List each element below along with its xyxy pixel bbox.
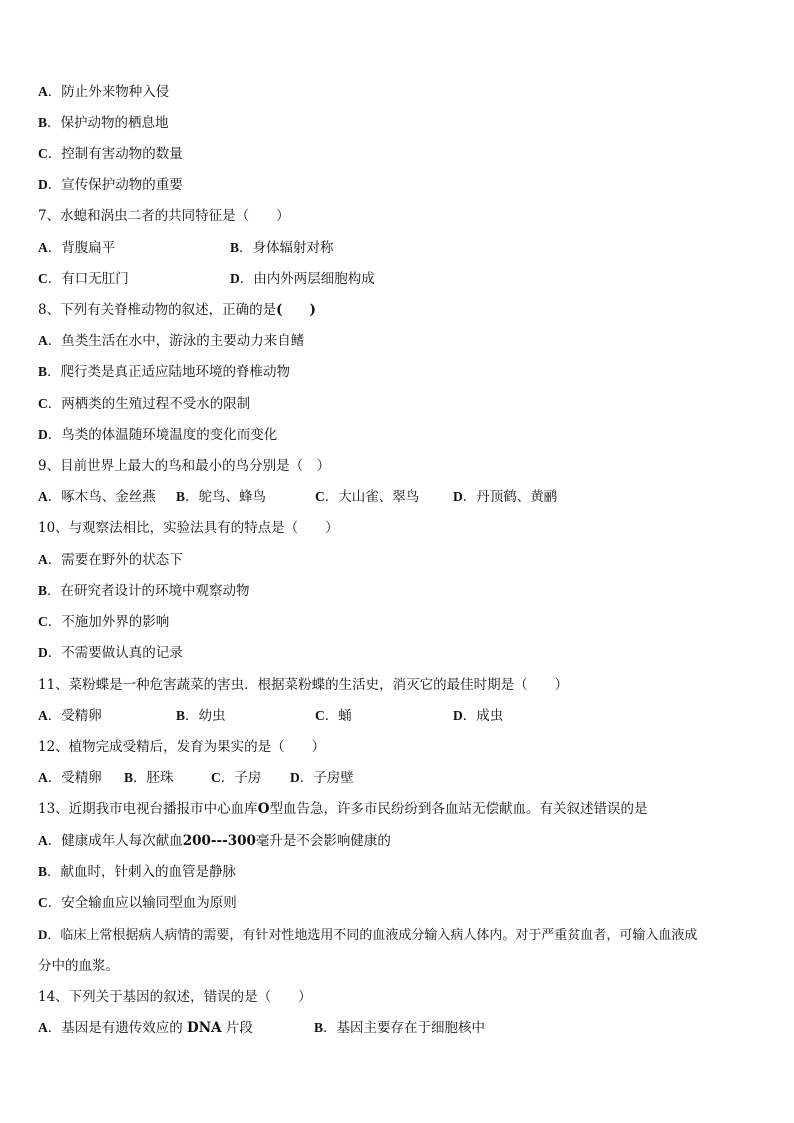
- q7-option-d: D．由内外两层细胞构成: [230, 271, 375, 287]
- q6-option-c: C．控制有害动物的数量: [38, 146, 183, 162]
- q13-option-a: A．健康成年人每次献血200---300毫升是不会影响健康的: [38, 833, 391, 849]
- q9-options: [38, 488, 764, 506]
- q8-stem: 8、下列有关脊椎动物的叙述，正确的是( ): [38, 302, 316, 318]
- q13-option-b: B．献血时，针刺入的血管是静脉: [38, 864, 237, 880]
- q10-option-c: C．不施加外界的影响: [38, 614, 170, 630]
- q12-option-c: C．子房: [211, 770, 262, 786]
- q7-option-c: C．有口无肛门: [38, 271, 129, 287]
- q10-option-b: B．在研究者设计的环境中观察动物: [38, 583, 250, 599]
- q13-option-d-continued: 分中的血浆。: [38, 958, 119, 974]
- q10-stem: 10、与观察法相比，实验法具有的特点是（ ）: [38, 520, 339, 536]
- q8-option-b: B．爬行类是真正适应陆地环境的脊椎动物: [38, 364, 291, 380]
- q14-options: [38, 1019, 764, 1037]
- q9-stem: 9、目前世界上最大的鸟和最小的鸟分别是（ ）: [38, 458, 331, 474]
- q14-option-b: B．基因主要存在于细胞核中: [314, 1020, 486, 1036]
- q6-option-a: A．防止外来物种入侵: [38, 84, 170, 100]
- q10-option-a: A．需要在野外的状态下: [38, 552, 183, 568]
- q12-option-d: D．子房壁: [290, 770, 354, 786]
- q9-option-d: D．丹顶鹤、黄鹂: [453, 489, 558, 505]
- q12-option-b: B．胚珠: [124, 770, 174, 786]
- q7-option-b: B．身体辐射对称: [230, 240, 334, 256]
- q13-option-d: D．临床上常根据病人病情的需要，有针对性地选用不同的血液成分输入病人体内。对于严重贫血者，可输入血液成: [38, 927, 698, 943]
- q9-option-a: A．啄木鸟、金丝燕: [38, 489, 156, 505]
- q11-stem: 11、菜粉蝶是一种危害蔬菜的害虫．根据菜粉蝶的生活史，消灭它的最佳时期是（ ）: [38, 677, 569, 693]
- q11-option-c: C．蛹: [315, 708, 352, 724]
- q8-option-a: A．鱼类生活在水中，游泳的主要动力来自鳍: [38, 333, 305, 349]
- q14-stem: 14、下列关于基因的叙述，错误的是（ ）: [38, 989, 312, 1005]
- q8-option-d: D．鸟类的体温随环境温度的变化而变化: [38, 427, 278, 443]
- q6-option-b: B．保护动物的栖息地: [38, 115, 169, 131]
- q14-option-a: A．基因是有遗传效应的 DNA 片段: [38, 1020, 253, 1036]
- q13-option-c: C．安全输血应以输同型血为原则: [38, 895, 237, 911]
- q9-option-c: C．大山雀、翠鸟: [315, 489, 420, 505]
- q7-option-a: A．背腹扁平: [38, 240, 116, 256]
- q10-option-d: D．不需要做认真的记录: [38, 645, 183, 661]
- q7-options-row-1: [38, 239, 764, 257]
- q6-option-d: D．宣传保护动物的重要: [38, 177, 183, 193]
- q9-option-b: B．鸵鸟、蜂鸟: [176, 489, 267, 505]
- q7-options-row-2: [38, 270, 764, 288]
- q11-option-b: B．幼虫: [176, 708, 226, 724]
- q12-option-a: A．受精卵: [38, 770, 102, 786]
- q13-stem: 13、近期我市电视台播报市中心血库O型血告急，许多市民纷纷到各血站无偿献血。有关叙述错误的是: [38, 801, 648, 817]
- q8-option-c: C．两栖类的生殖过程不受水的限制: [38, 396, 251, 412]
- q11-option-a: A．受精卵: [38, 708, 102, 724]
- q11-options: [38, 707, 764, 725]
- q12-options: [38, 769, 764, 787]
- q12-stem: 12、植物完成受精后，发育为果实的是（ ）: [38, 739, 326, 755]
- q11-option-d: D．成虫: [453, 708, 504, 724]
- q7-stem: 7、水螅和涡虫二者的共同特征是（ ）: [38, 208, 290, 224]
